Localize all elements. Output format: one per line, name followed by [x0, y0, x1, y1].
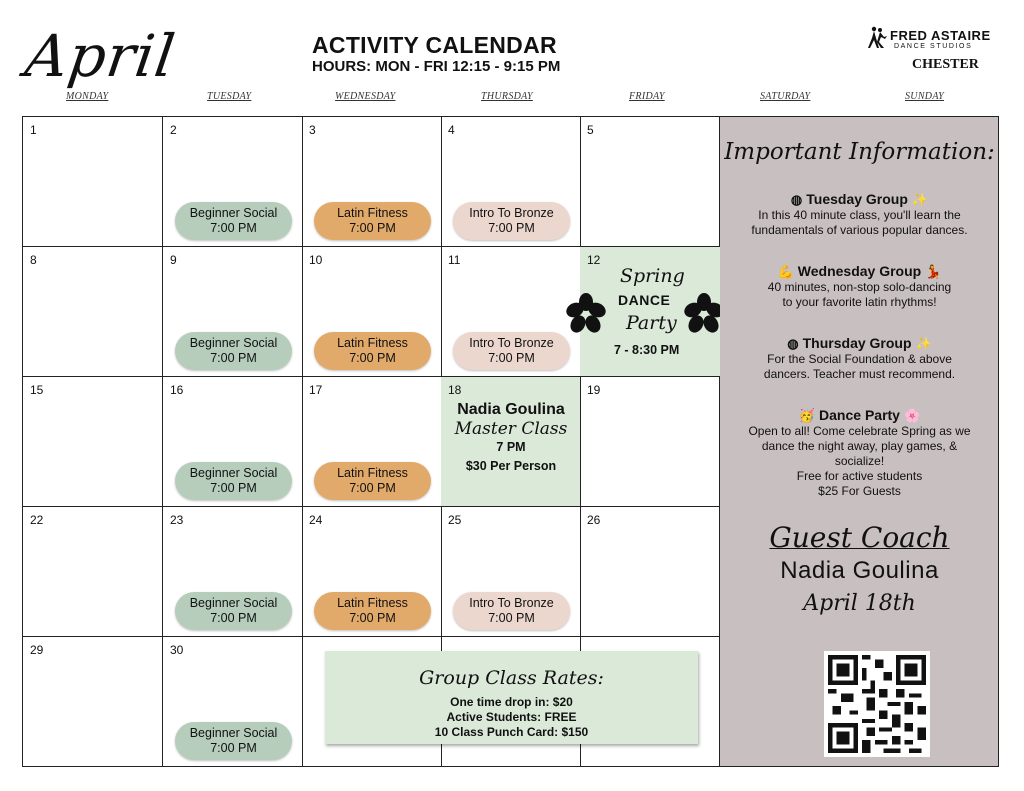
class-name: Intro To Bronze [469, 596, 554, 610]
class-name: Latin Fitness [337, 466, 408, 480]
group-class-rates [325, 651, 698, 744]
day-number: 3 [309, 123, 316, 137]
class-time: 7:00 PM [349, 611, 396, 625]
day-number: 26 [587, 513, 601, 527]
class-time: 7:00 PM [210, 741, 257, 755]
sidebar-title: Important Information: [724, 139, 995, 165]
day-number: 10 [309, 253, 323, 267]
day-number: 2 [170, 123, 177, 137]
day-number: 16 [170, 383, 184, 397]
day-cell [23, 637, 163, 766]
class-name: Beginner Social [189, 336, 278, 350]
info-body: socialize! [834, 454, 885, 468]
class-time: 7:00 PM [210, 351, 257, 365]
day-number: 30 [170, 643, 184, 657]
class-latin-fitness [314, 462, 431, 500]
hibiscus-icon [566, 293, 606, 333]
guest-coach-date: April 18th [803, 591, 916, 616]
spring-dance-party-cell [580, 247, 720, 377]
weekday-thursday: THURSDAY [481, 91, 533, 102]
day-number: 25 [448, 513, 462, 527]
master-class-title: Master Class [454, 419, 568, 439]
info-thursday-group [720, 335, 999, 382]
info-wednesday-group [720, 263, 999, 310]
day-number: 5 [587, 123, 594, 137]
info-body: dance the night away, play games, & [761, 439, 958, 453]
day-cell [580, 377, 720, 507]
rate-punch-card: 10 Class Punch Card: $150 [434, 725, 589, 739]
info-body: In this 40 minute class, you'll learn the [758, 208, 961, 222]
class-name: Latin Fitness [337, 596, 408, 610]
class-name: Beginner Social [189, 466, 278, 480]
day-number: 8 [30, 253, 37, 267]
day-cell [163, 117, 303, 247]
day-number: 9 [170, 253, 177, 267]
weekday-wednesday: WEDNESDAY [335, 91, 396, 102]
brand-subtitle: DANCE STUDIOS [894, 43, 973, 50]
day-cell [163, 377, 303, 507]
rate-active-students: Active Students: FREE [446, 710, 577, 724]
master-class-cell [441, 377, 581, 507]
info-tuesday-group [720, 191, 999, 238]
class-beginner-social [175, 592, 292, 630]
rate-drop-in: One time drop in: $20 [450, 695, 573, 709]
class-time: 7:00 PM [488, 221, 535, 235]
day-number: 17 [309, 383, 323, 397]
day-number: 29 [30, 643, 44, 657]
day-number: 15 [30, 383, 44, 397]
class-time: 7:00 PM [349, 481, 396, 495]
class-beginner-social [175, 332, 292, 370]
day-cell [23, 377, 163, 507]
studio-hours: HOURS: MON - FRI 12:15 - 9:15 PM [312, 58, 561, 75]
party-time: 7 - 8:30 PM [614, 343, 680, 357]
day-number: 24 [309, 513, 323, 527]
day-cell [163, 637, 303, 766]
day-number: 23 [170, 513, 184, 527]
month-title: April [21, 22, 180, 90]
disco-ball-icon: ◍ [790, 192, 803, 207]
weekday-saturday: SATURDAY [760, 91, 811, 102]
class-time: 7:00 PM [210, 611, 257, 625]
master-class-price: $30 Per Person [465, 459, 557, 473]
day-cell [302, 117, 442, 247]
info-body: fundamentals of various popular dances. [751, 223, 968, 237]
class-name: Beginner Social [189, 206, 278, 220]
party-face-icon: 🥳 [798, 408, 816, 423]
class-latin-fitness [314, 202, 431, 240]
class-name: Latin Fitness [337, 336, 408, 350]
brand-name: FRED ASTAIRE [890, 28, 991, 43]
class-name: Beginner Social [189, 596, 278, 610]
class-intro-to-bronze [453, 332, 570, 370]
info-dance-party [720, 407, 999, 499]
day-cell [441, 117, 581, 247]
day-cell [302, 507, 442, 637]
day-number: 1 [30, 123, 37, 137]
day-cell [163, 507, 303, 637]
day-cell [302, 247, 442, 377]
day-cell [580, 117, 720, 247]
sparkles-icon: ✨ [911, 192, 929, 207]
info-body: to your favorite latin rhythms! [782, 295, 937, 309]
day-cell [163, 247, 303, 377]
studio-location: CHESTER [912, 57, 979, 72]
hibiscus-icon [684, 293, 724, 333]
day-cell [23, 507, 163, 637]
class-beginner-social [175, 462, 292, 500]
qr-code-icon[interactable] [824, 651, 930, 757]
day-cell [23, 247, 163, 377]
info-body: dancers. Teacher must recommend. [763, 367, 956, 381]
info-body: For the Social Foundation & above [767, 352, 952, 366]
day-number: 4 [448, 123, 455, 137]
info-body: Free for active students [796, 469, 923, 483]
cherry-blossom-icon: 🌸 [903, 408, 921, 423]
weekday-monday: MONDAY [66, 91, 109, 102]
spring-word: Spring [620, 265, 685, 287]
class-time: 7:00 PM [488, 351, 535, 365]
flexed-biceps-icon: 💪 [777, 264, 794, 279]
day-number: 18 [448, 383, 462, 397]
class-latin-fitness [314, 332, 431, 370]
info-heading: Thursday Group [802, 335, 912, 351]
class-name: Latin Fitness [337, 206, 408, 220]
guest-coach-title: Guest Coach [769, 521, 950, 554]
class-beginner-social [175, 202, 292, 240]
info-body: Open to all! Come celebrate Spring as we [748, 424, 971, 438]
info-heading: Dance Party [819, 407, 900, 423]
dance-word: DANCE [618, 292, 671, 308]
info-body: $25 For Guests [818, 484, 901, 498]
day-cell [441, 247, 581, 377]
class-name: Beginner Social [189, 726, 278, 740]
party-word: Party [626, 312, 677, 334]
class-beginner-social [175, 722, 292, 760]
class-time: 7:00 PM [488, 611, 535, 625]
class-time: 7:00 PM [210, 481, 257, 495]
day-cell [580, 507, 720, 637]
day-number: 12 [587, 253, 601, 267]
weekday-friday: FRIDAY [629, 91, 665, 102]
class-name: Intro To Bronze [469, 206, 554, 220]
class-intro-to-bronze [453, 592, 570, 630]
dancer-icon: 💃 [925, 264, 942, 279]
master-class-time: 7 PM [496, 440, 526, 454]
day-number: 22 [30, 513, 44, 527]
class-time: 7:00 PM [210, 221, 257, 235]
disco-ball-icon: ◍ [787, 336, 799, 351]
page-title: ACTIVITY CALENDAR [312, 32, 557, 58]
day-number: 19 [587, 383, 601, 397]
important-info-sidebar [720, 116, 999, 767]
class-latin-fitness [314, 592, 431, 630]
day-cell [441, 507, 581, 637]
info-body: 40 minutes, non-stop solo-dancing [767, 280, 952, 294]
dancers-logo-icon [866, 26, 888, 50]
day-number: 11 [448, 253, 461, 267]
weekday-tuesday: TUESDAY [207, 91, 252, 102]
class-time: 7:00 PM [349, 221, 396, 235]
class-name: Intro To Bronze [469, 336, 554, 350]
info-heading: Tuesday Group [806, 191, 908, 207]
class-time: 7:00 PM [349, 351, 396, 365]
rates-title: Group Class Rates: [419, 667, 604, 689]
sparkles-icon: ✨ [915, 336, 932, 351]
guest-coach-name: Nadia Goulina [780, 557, 939, 584]
class-intro-to-bronze [453, 202, 570, 240]
day-cell [23, 117, 163, 247]
day-cell [302, 377, 442, 507]
info-heading: Wednesday Group [797, 263, 922, 279]
master-class-coach: Nadia Goulina [457, 401, 565, 418]
weekday-sunday: SUNDAY [905, 91, 945, 102]
